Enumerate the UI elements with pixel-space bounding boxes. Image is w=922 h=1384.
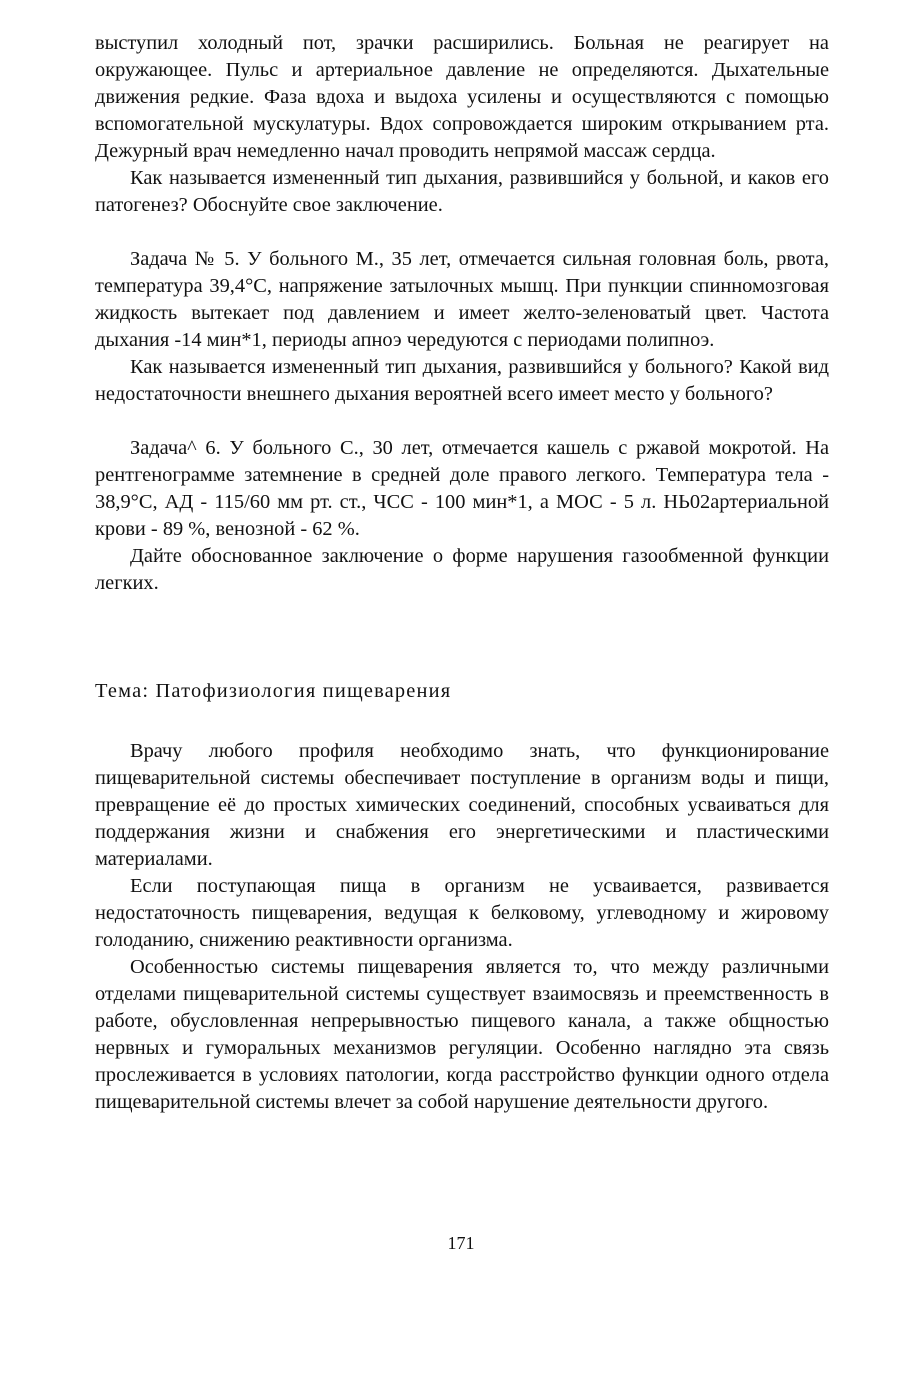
paragraph-intro-3: Особенностью системы пищеварения является то, что между различными отделами пищеварительной системы существует взаимосвязь и преемственность в работе, обусловленная непрерывностью пищевого канала, а также общностью нервных и гуморальных механизмов регуляции. Особенно наглядно эта связь прослеживается в условиях патологии, когда расстройство функции одного отдела пищеварительной системы влечет за собой нарушение деятельности другого.	[95, 956, 829, 1113]
paragraph-question-6: Дайте обоснованное заключение о форме нарушения газообменной функции легких.	[95, 545, 829, 594]
paragraph-question-5: Как называется измененный тип дыхания, развившийся у больного? Какой вид недостаточности внешнего дыхания вероятней всего имеет место у больного?	[95, 356, 829, 405]
page-number: 171	[447, 1233, 475, 1253]
paragraph-continuation: выступил холодный пот, зрачки расширились. Больная не реагирует на окружающее. Пульс и артериальное давление не определяются. Дыхательные движения редкие. Фаза вдоха и выдоха усилены и осуществляются с помощью вспомогательной мускулатуры. Вдох сопровождается широким открыванием рта. Дежурный врач немедленно начал проводить непрямой массаж сердца.	[95, 32, 829, 162]
paragraph-task-6: Задача^ 6. У больного С., 30 лет, отмечается кашель с ржавой мокротой. На рентгенограмме затемнение в средней доле правого легкого. Температура тела - 38,9°С, АД - 115/60 мм рт. ст., ЧСС - 100 мин*1, а МОС - 5 л. НЬ02артериальной крови - 89 %, венозной - 62 %.	[95, 437, 829, 540]
topic-heading: Тема: Патофизиология пищеварения	[95, 680, 452, 702]
paragraph-intro-1: Врачу любого профиля необходимо знать, что функционирование пищеварительной системы обеспечивает поступление в организм воды и пищи, превращение её до простых химических соединений, способных усваиваться для поддержания жизни и снабжения его энергетическими и пластическими материалами.	[95, 740, 829, 870]
paragraph-question-4: Как называется измененный тип дыхания, развившийся у больной, и каков его патогенез? Обоснуйте свое заключение.	[95, 167, 829, 216]
paragraph-intro-2: Если поступающая пища в организм не усваивается, развивается недостаточность пищеварения, ведущая к белковому, углеводному и жировому голоданию, снижению реактивности организма.	[95, 875, 829, 951]
page-body	[95, 30, 829, 1116]
paragraph-task-5: Задача № 5. У больного М., 35 лет, отмечается сильная головная боль, рвота, температура 39,4°С, напряжение затылочных мышц. При пункции спинномозговая жидкость вытекает под давлением и имеет желто-зеленоватый цвет. Частота дыхания -14 мин*1, периоды апноэ чередуются с периодами полипноэ.	[95, 248, 829, 351]
